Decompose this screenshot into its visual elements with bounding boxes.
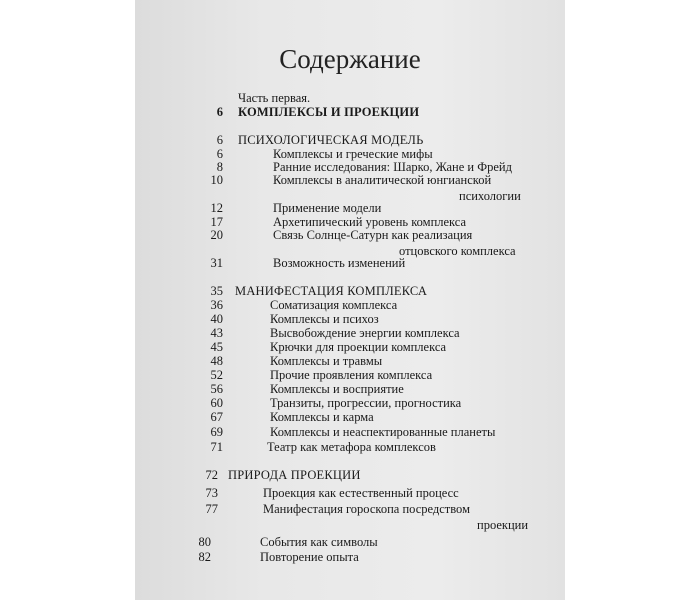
toc-entry: Повторение опыта [260,550,359,564]
toc-page-number: 35 [210,284,223,298]
toc-page-number: 43 [210,326,223,340]
toc-page-number: 6 [216,147,223,161]
toc-page-number: 36 [210,298,223,312]
toc-entry: Комплексы и неаспектированные планеты [270,425,496,439]
toc-entry: События как символы [260,535,378,549]
toc-section-title: ПСИХОЛОГИЧЕСКАЯ МОДЕЛЬ [238,133,424,147]
toc-page-number: 17 [210,215,223,229]
toc-entry: Комплексы и восприятие [270,382,404,396]
toc-page-number: 72 [205,468,218,482]
toc-page-number: 8 [216,160,223,174]
part-title: КОМПЛЕКСЫ И ПРОЕКЦИИ [238,105,420,119]
toc-entry: Комплексы и психоз [270,312,379,326]
toc-entry-continuation: отцовского комплекса [399,244,516,258]
toc-entry: Возможность изменений [273,256,406,270]
toc-entry: Высвобождение энергии комплекса [270,326,460,340]
toc-page-number: 71 [210,440,223,454]
toc-page-number: 45 [210,340,223,354]
toc-page-number: 6 [216,105,223,119]
page-title: Содержание [279,44,421,74]
toc-page-number: 10 [210,173,223,187]
toc-page-number: 40 [210,312,223,326]
toc-page-number: 60 [210,396,223,410]
toc-entry-continuation: проекции [477,518,529,532]
toc-page-number: 12 [210,201,223,215]
toc-entry: Комплексы и карма [270,410,374,424]
toc-entry: Транзиты, прогрессии, прогностика [270,396,462,410]
toc-entry: Применение модели [273,201,382,215]
toc-page-number: 80 [198,535,211,549]
toc-entry: Прочие проявления комплекса [270,368,433,382]
toc-entry: Театр как метафора комплексов [267,440,436,454]
book-page [135,0,565,600]
toc-section-title: ПРИРОДА ПРОЕКЦИИ [228,468,361,482]
part-label: Часть первая. [238,91,311,105]
toc-page-number: 52 [210,368,223,382]
toc-entry: Комплексы и травмы [270,354,383,368]
toc-page-number: 82 [198,550,211,564]
toc-page-number: 48 [210,354,223,368]
toc-entry: Связь Солнце-Сатурн как реализация [273,228,473,242]
toc-entry: Манифестация гороскопа посредством [263,502,470,516]
toc-page-number: 67 [210,410,223,424]
toc-entry: Комплексы в аналитической юнгианской [273,173,492,187]
toc-entry: Комплексы и греческие мифы [273,147,433,161]
toc-entry: Архетипический уровень комплекса [273,215,467,229]
toc-page-number: 73 [205,486,218,500]
toc-page-number: 20 [210,228,223,242]
toc-page-number: 56 [210,382,223,396]
toc-entry: Соматизация комплекса [270,298,398,312]
toc-page-number: 77 [205,502,218,516]
toc-entry: Проекция как естественный процесс [263,486,459,500]
toc-page-number: 69 [210,425,223,439]
toc-page-number: 31 [210,256,223,270]
toc-entry: Крючки для проекции комплекса [270,340,447,354]
toc-section-title: МАНИФЕСТАЦИЯ КОМПЛЕКСА [235,284,428,298]
toc-entry-continuation: психологии [459,189,521,203]
toc-entry: Ранние исследования: Шарко, Жане и Фрейд [273,160,512,174]
toc-page-number: 6 [216,133,223,147]
